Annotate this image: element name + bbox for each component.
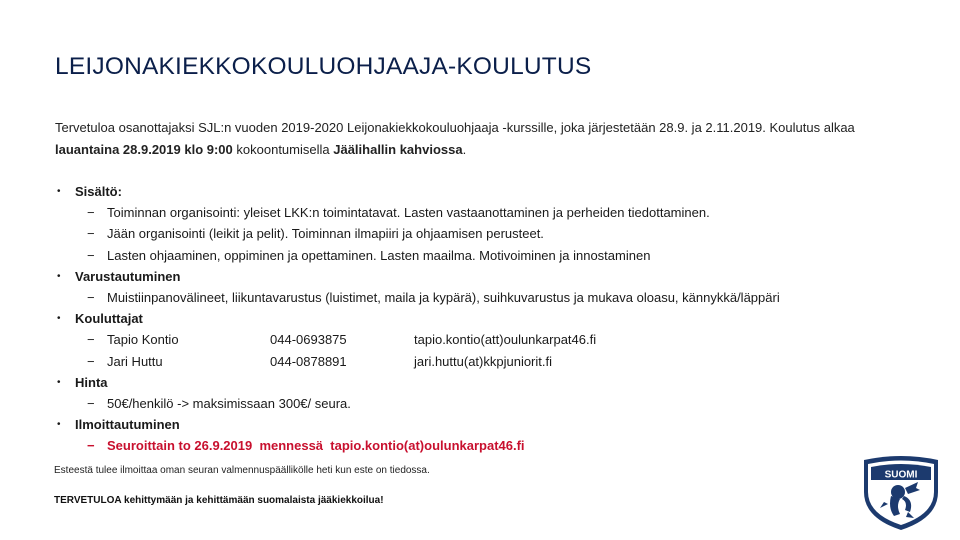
dash-icon: − [87,226,95,242]
price-item: 50€/henkilö -> maksimissaan 300€/ seura. [107,395,351,411]
intro-paragraph [55,117,915,161]
section-heading-registration: Ilmoittautuminen [75,417,180,433]
sub-item [55,223,925,244]
trainer-phone: 044-0878891 [270,353,347,369]
suomi-lion-shield-logo [858,452,944,532]
section-heading-trainers: Kouluttajat [75,311,143,327]
bullet-icon: • [57,186,61,197]
content-item: Lasten ohjaaminen, oppiminen ja opettaminen. Lasten maailma. Motivoiminen ja innostaminen [107,247,651,263]
bullet-icon: • [57,270,61,282]
dash-icon: − [87,205,95,221]
section-heading-equipment: Varustautuminen [75,268,181,284]
list-item [55,414,925,435]
sub-item [55,435,925,456]
trainer-name: Tapio Kontio [107,332,179,348]
sub-item [55,245,925,266]
section-heading-price: Hinta [75,374,108,390]
section-heading-content: Sisältö: [75,184,122,199]
list-item [55,372,925,393]
sub-item [55,202,925,223]
page-title: LEIJONAKIEKKOKOULUOHJAAJA-KOULUTUS [55,53,592,80]
info-list [55,181,925,456]
intro-period: . [462,142,467,157]
dash-icon: − [87,438,95,454]
sub-item [55,287,925,308]
trainer-phone: 044-0693875 [270,332,347,348]
bullet-icon: • [57,419,61,431]
registration-item: Seuroittain to 26.9.2019 mennessä tapio.kontio(at)oulunkarpat46.fi [107,438,525,454]
dash-icon: − [87,353,95,369]
list-item [55,308,925,329]
sub-item [55,393,925,414]
dash-icon: − [87,289,95,305]
content-item: Jään organisointi (leikit ja pelit). Toiminnan ilmapiiri ja ohjaamisen perusteet. [107,226,544,242]
intro-location: Jäälihallin kahviossa [333,142,463,157]
bullet-icon: • [57,313,61,325]
trainer-email: tapio.kontio(att)oulunkarpat46.fi [414,332,597,348]
intro-text-2: kokoontumisella [232,142,334,157]
list-item [55,266,925,287]
trainer-name: Jari Huttu [107,353,163,369]
absence-note: Esteestä tulee ilmoittaa oman seuran valmennuspäällikölle heti kun este on tiedossa. [54,465,430,476]
bullet-icon: • [57,376,61,388]
dash-icon: − [87,332,95,348]
intro-date: lauantaina 28.9.2019 klo 9:00 [55,142,233,157]
content-item: Toiminnan organisointi: yleiset LKK:n toimintatavat. Lasten vastaanottaminen ja perheiden tiedottaminen. [107,205,710,221]
intro-text: Tervetuloa osanottajaksi SJL:n vuoden 2019-2020 Leijonakiekkokouluohjaaja -kurssille, joka järjestetään 28.9. ja 2.11.2019. Koulutus alkaa [55,120,855,135]
list-item [55,181,925,202]
equipment-item: Muistiinpanovälineet, liikuntavarustus (luistimet, maila ja kypärä), suihkuvarustus ja mukava oloasu, kännykkä/läppäri [107,289,780,305]
welcome-text: TERVETULOA kehittymään ja kehittämään suomalaista jääkiekkoilua! [54,495,384,506]
trainer-email: jari.huttu(at)kkpjuniorit.fi [414,353,552,369]
trainer-row [55,351,925,372]
trainer-row [55,329,925,350]
logo-text: SUOMI [884,469,918,481]
dash-icon: − [87,395,95,411]
dash-icon: − [87,247,95,263]
